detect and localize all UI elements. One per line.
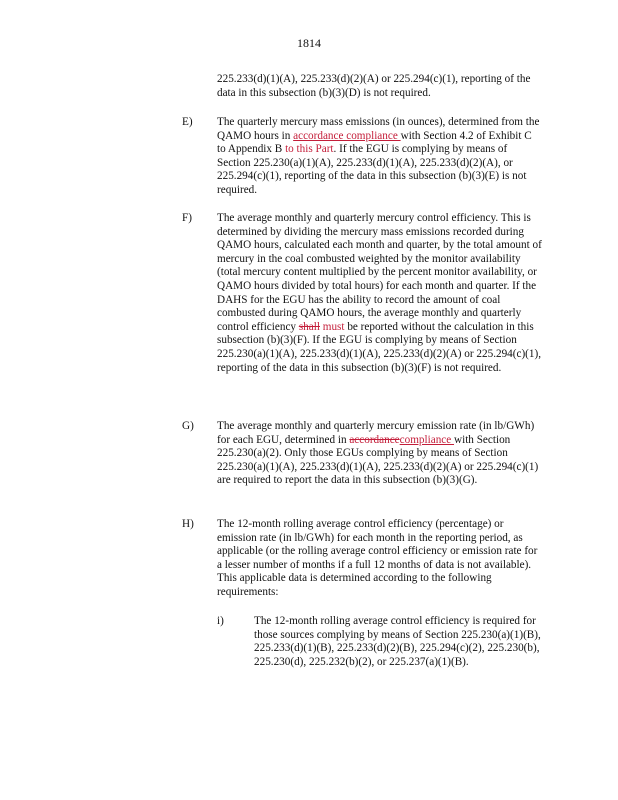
- item-g-insertion-1: compliance: [399, 433, 455, 446]
- page-number: 1814: [297, 36, 321, 50]
- item-e-text-2: with Section 4.2 of Exhibit C to Appendix B: [217, 129, 532, 156]
- item-e-text-3: . If the EGU is complying by means of Section 225.230(a)(1)(A), 225.233(d)(1)(A), 225.233(d)(2)(A), or 225.294(c)(1), reporting of the data in this subsection (b)(3)(E) is not required.: [217, 143, 527, 196]
- item-e-label: E): [182, 116, 193, 128]
- item-g-text-1: The average monthly and quarterly mercury emission rate (in lb/GWh) for each EGU, determined in: [217, 420, 535, 446]
- item-e-insertion-1: accordance compliance: [293, 129, 401, 142]
- item-h-paragraph: The 12-month rolling average control efficiency (percentage) or emission rate (in lb/GWh) for each month in the reporting period, as applicable (or the rolling average control efficiency or emission rate for a lesser number of months if a full 12 months of data is not available). This applicable data is determined according to the following requirements:: [217, 518, 538, 598]
- item-f-paragraph: [217, 212, 542, 375]
- item-g-label: G): [182, 420, 194, 432]
- continuation-paragraph: 225.233(d)(1)(A), 225.233(d)(2)(A) or 225.294(c)(1), reporting of the data in this subsection (b)(3)(D) is not required.: [217, 73, 531, 99]
- item-h-label: H): [182, 518, 194, 530]
- item-e-text-1: The quarterly mercury mass emissions (in ounces), determined from the QAMO hours in: [217, 116, 540, 142]
- item-e-paragraph: [217, 116, 542, 198]
- item-h-i-label: i): [217, 615, 224, 627]
- item-g-text-2: with Section 225.230(a)(2). Only those EGUs complying by means of Section 225.230(a)(1)(A), 225.233(d)(1)(A), 225.233(d)(2)(A) or 225.294(c)(1) are required to report the data in this subsection (b)(3)(G).: [217, 433, 539, 487]
- item-h-i-paragraph: The 12-month rolling average control efficiency is required for those sources complying by means of Section 225.230(a)(1)(B), 225.233(d)(1)(B), 225.233(d)(2)(B), 225.294(c)(2), 225.230(b), 225.230(d), 225.232(b)(2), or 225.237(a)(1)(B).: [254, 615, 541, 668]
- item-e-insertion-2: to this Part: [282, 143, 334, 156]
- item-f-insertion-1: must: [322, 320, 345, 333]
- item-g-paragraph: [217, 420, 542, 488]
- item-f-deletion-1: shall: [298, 320, 320, 333]
- item-g-deletion-1: accordance: [349, 433, 400, 446]
- item-f-label: F): [182, 212, 192, 224]
- item-f-text-1: The average monthly and quarterly mercury control efficiency. This is determined by dividing the mercury mass emissions recorded during QAMO hours, calculated each month and quarter, by the total amount of mercury in the coal combusted weighted by the monitor availability (total mercury content multiplied by the percent monitor availability, or QAMO hours divided by total hours) for each month and quarter. If the DAHS for the EGU has the ability to record the amount of coal combusted during QAMO hours, the average monthly and quarterly control efficiency: [217, 212, 542, 333]
- item-f-text-3: be reported without the calculation in this subsection (b)(3)(F). If the EGU is complying by means of Section 225.230(a)(1)(A), 225.233(d)(1)(A), 225.233(d)(2)(A) or 225.294(c)(1), reporting of the data in this subsection (b)(3)(F) is not required.: [217, 320, 542, 374]
